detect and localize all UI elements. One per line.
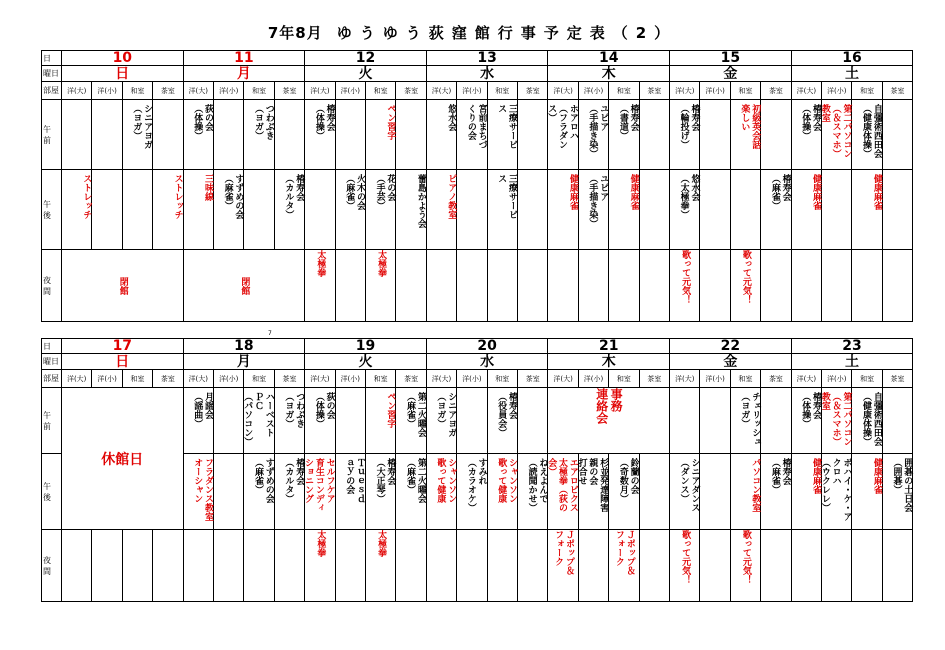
schedule-cell: 椿寿会 （麻雀） [761, 454, 791, 530]
weekday: 月 [183, 66, 305, 82]
room-header: 和室 [366, 82, 396, 100]
schedule-cell [396, 100, 426, 170]
room-header: 和室 [244, 82, 274, 100]
night-cell: Ｊポップ＆ フォーク [609, 530, 639, 602]
schedule-cell: シャンソン 歌って健康 [426, 454, 456, 530]
room-header: 洋(小) [822, 82, 852, 100]
night-cell [487, 530, 517, 602]
schedule-cell: パソコン教室 [730, 454, 760, 530]
title-name: ゆうゆう荻窪館行事予定表（2） [336, 24, 678, 42]
schedule-cell [274, 100, 304, 170]
schedule-cell: フラダンス教室 オーシャン [183, 454, 213, 530]
night-cell [822, 530, 852, 602]
room-header: 洋(大) [183, 370, 213, 388]
schedule-cell: 三療サービ ス [487, 100, 517, 170]
room-header: 和室 [852, 82, 882, 100]
schedule-cell [457, 388, 487, 454]
room-header: 洋(小) [92, 82, 122, 100]
schedule-week-2 [41, 338, 913, 602]
room-header: 茶室 [882, 370, 912, 388]
schedule-cell: 荻の会 （体操） [305, 388, 335, 454]
schedule-cell [518, 388, 548, 454]
schedule-cell: シニアダンス （ダンス） [670, 454, 700, 530]
room-header: 洋(小) [214, 82, 244, 100]
room-header: 和室 [122, 370, 152, 388]
night-cell [852, 530, 882, 602]
room-header: 洋(大) [426, 82, 456, 100]
weekday: 土 [791, 354, 913, 370]
night-cell [518, 530, 548, 602]
schedule-cell: つわぶき （ヨガ） [244, 100, 274, 170]
schedule-cell: ストレッチ [153, 170, 183, 250]
weekday: 日 [62, 66, 184, 82]
day-number: 14 [548, 51, 670, 66]
schedule-cell: ペン習字 [366, 100, 396, 170]
room-header: 洋(小) [92, 370, 122, 388]
schedule-cell [670, 388, 700, 454]
schedule-cell: エアロビクス 太極拳（荻の 会） [548, 454, 578, 530]
schedule-cell: 三療サービ ス [487, 170, 517, 250]
schedule-cell: ユピア （手描き染） [578, 100, 608, 170]
label-room: 部屋 [42, 370, 62, 388]
night-cell [122, 530, 152, 602]
schedule-cell: 椿寿会 （カルタ） [274, 170, 304, 250]
schedule-cell [882, 388, 912, 454]
night-cell [548, 250, 578, 322]
schedule-cell [700, 100, 730, 170]
schedule-cell [92, 170, 122, 250]
room-header: 洋(小) [457, 370, 487, 388]
night-cell [274, 530, 304, 602]
schedule-cell: 火木の会 （麻雀） [335, 170, 365, 250]
room-header: 洋(大) [305, 82, 335, 100]
schedule-cell [305, 170, 335, 250]
schedule-cell [122, 170, 152, 250]
weekday: 木 [548, 66, 670, 82]
night-cell [183, 530, 213, 602]
day-number: 13 [426, 51, 548, 66]
stray-mark: 7 [268, 330, 272, 337]
schedule-cell [518, 170, 548, 250]
schedule-cell: 蕾島かよう会 [396, 170, 426, 250]
weekday: 水 [426, 354, 548, 370]
schedule-cell: 第二パソコン （＆スマホ） 教室 [822, 100, 852, 170]
night-cell [92, 530, 122, 602]
schedule-cell: 第二火曜会 （麻雀） [396, 454, 426, 530]
night-cell [457, 530, 487, 602]
schedule-cell: 椿寿会 （輪投げ） [670, 100, 700, 170]
room-header: 洋(小) [578, 370, 608, 388]
room-header: 洋(大) [548, 370, 578, 388]
day-number: 19 [305, 339, 427, 354]
schedule-cell [730, 170, 760, 250]
schedule-cell [639, 454, 669, 530]
night-cell [761, 530, 791, 602]
room-header: 和室 [122, 82, 152, 100]
page-title [0, 22, 945, 43]
night-cell [214, 530, 244, 602]
schedule-cell: Ｔｕｅｓｄ ａｙの会 [335, 454, 365, 530]
day-number: 10 [62, 51, 184, 66]
schedule-cell [700, 454, 730, 530]
night-cell: 歌って元気！ [670, 530, 700, 602]
room-header: 茶室 [882, 82, 912, 100]
room-header: 洋(大) [305, 370, 335, 388]
schedule-cell: 悠水会 （太極拳） [670, 170, 700, 250]
room-header: 和室 [609, 82, 639, 100]
schedule-cell [700, 170, 730, 250]
night-cell [62, 530, 92, 602]
schedule-cell: 健康麻雀 [791, 170, 821, 250]
room-header: 茶室 [639, 370, 669, 388]
schedule-cell: シニアヨガ （ヨガ） [122, 100, 152, 170]
schedule-cell: 自彊術西田会 （健康体操） [852, 100, 882, 170]
room-header: 洋(大) [670, 82, 700, 100]
schedule-cell [335, 388, 365, 454]
schedule-cell: 健康麻雀 [852, 170, 882, 250]
schedule-cell: 椿寿会 （体操） [791, 100, 821, 170]
schedule-cell: ボハイ・ケ・ア クロハ （ウクレレ） [822, 454, 852, 530]
label-night: 夜 間 [42, 530, 62, 602]
room-header: 茶室 [274, 82, 304, 100]
schedule-cell: 健康麻雀 [791, 454, 821, 530]
night-cell [244, 530, 274, 602]
label-pm: 午 後 [42, 454, 62, 530]
night-cell: 閉館 [183, 250, 305, 322]
night-cell [396, 250, 426, 322]
room-header: 洋(小) [700, 370, 730, 388]
schedule-cell [882, 170, 912, 250]
schedule-cell: ユピア （手描き染） [578, 170, 608, 250]
room-header: 洋(大) [62, 370, 92, 388]
room-header: 茶室 [761, 370, 791, 388]
night-cell [426, 530, 456, 602]
schedule-cell: すみれ （カラオケ） [457, 454, 487, 530]
weekday: 金 [670, 354, 792, 370]
schedule-cell: ねえよんで （読聞かせ） [518, 454, 548, 530]
room-header: 洋(小) [578, 82, 608, 100]
title-month: 7年8月 [267, 24, 323, 42]
schedule-cell [153, 100, 183, 170]
schedule-cell: 荻の会 （体操） [183, 100, 213, 170]
night-cell [852, 250, 882, 322]
schedule-cell: シャンソン 歌って健康 [487, 454, 517, 530]
night-cell [396, 530, 426, 602]
day-number: 12 [305, 51, 427, 66]
schedule-cell: 椿寿会 （カルタ） [274, 454, 304, 530]
night-cell [153, 530, 183, 602]
weekday: 金 [670, 66, 792, 82]
room-header: 和室 [487, 370, 517, 388]
schedule-cell: ホアロハ （フラダン ス） [548, 100, 578, 170]
schedule-cell: 椿寿会 （大正琴） [366, 454, 396, 530]
schedule-cell [822, 170, 852, 250]
schedule-cell: 事務 連絡会 [548, 388, 670, 454]
day-number: 15 [670, 51, 792, 66]
schedule-cell: 月謡会 （謡曲） [183, 388, 213, 454]
night-cell: 歌って元気！ [730, 530, 760, 602]
night-cell [700, 530, 730, 602]
night-cell [457, 250, 487, 322]
room-header: 洋(大) [791, 82, 821, 100]
label-room: 部屋 [42, 82, 62, 100]
schedule-cell [335, 100, 365, 170]
schedule-cell [214, 388, 244, 454]
night-cell [882, 530, 912, 602]
weekday: 木 [548, 354, 670, 370]
room-header: 茶室 [761, 82, 791, 100]
schedule-cell [62, 100, 92, 170]
schedule-cell [214, 100, 244, 170]
schedule-cell: 悠水会 [426, 100, 456, 170]
room-header: 茶室 [396, 82, 426, 100]
room-header: 洋(大) [548, 82, 578, 100]
schedule-cell [518, 100, 548, 170]
room-header: 茶室 [153, 82, 183, 100]
weekday: 土 [791, 66, 913, 82]
schedule-cell [882, 100, 912, 170]
schedule-cell [92, 100, 122, 170]
schedule-cell: 囲碁の土日会 （囲碁） [882, 454, 912, 530]
night-cell [578, 250, 608, 322]
label-weekday: 曜日 [42, 66, 62, 82]
schedule-cell: すずめの会 （麻雀） [214, 170, 244, 250]
schedule-cell: ペン習字 [366, 388, 396, 454]
schedule-cell [761, 388, 791, 454]
room-header: 茶室 [153, 370, 183, 388]
day-number: 22 [670, 339, 792, 354]
schedule-cell: シニアヨガ （ヨガ） [426, 388, 456, 454]
room-header: 和室 [609, 370, 639, 388]
label-night: 夜 間 [42, 250, 62, 322]
schedule-cell: 椿寿会 （役員会） [487, 388, 517, 454]
night-cell: 太極拳 [366, 530, 396, 602]
night-cell [639, 250, 669, 322]
room-header: 洋(大) [426, 370, 456, 388]
weekday: 火 [305, 354, 427, 370]
schedule-cell: 椿寿会 （書道） [609, 100, 639, 170]
schedule-cell: チェリッシュ （ヨガ） [730, 388, 760, 454]
room-header: 茶室 [274, 370, 304, 388]
schedule-cell: 自彊術西田会 （健康体操） [852, 388, 882, 454]
day-number: 17 [62, 339, 184, 354]
schedule-cell: 椿寿会 （麻雀） [761, 170, 791, 250]
night-cell [609, 250, 639, 322]
label-pm: 午 後 [42, 170, 62, 250]
night-cell [882, 250, 912, 322]
schedule-cell: つわぶき （ヨガ） [274, 388, 304, 454]
label-am: 午 前 [42, 388, 62, 454]
schedule-cell [457, 170, 487, 250]
weekday: 火 [305, 66, 427, 82]
schedule-week-1 [41, 50, 913, 322]
night-cell: 太極拳 [305, 250, 335, 322]
schedule-cell: 健康麻雀 [548, 170, 578, 250]
schedule-cell: 初級英会話 楽しい [730, 100, 760, 170]
closed-day-label: 休館日 [62, 388, 184, 530]
night-cell [578, 530, 608, 602]
night-cell [639, 530, 669, 602]
night-cell [761, 250, 791, 322]
schedule-cell [214, 454, 244, 530]
night-cell: 閉館 [62, 250, 184, 322]
schedule-cell: 杉並発達障害 親の会 打合せ [578, 454, 608, 530]
night-cell: 歌って元気！ [670, 250, 700, 322]
schedule-cell: ハーベスト ＰＣ （パソコン） [244, 388, 274, 454]
schedule-cell: ストレッチ [62, 170, 92, 250]
night-cell: 太極拳 [366, 250, 396, 322]
weekday: 月 [183, 354, 305, 370]
schedule-cell [639, 100, 669, 170]
room-header: 洋(小) [700, 82, 730, 100]
schedule-cell [639, 170, 669, 250]
room-header: 洋(小) [335, 370, 365, 388]
schedule-cell: 椿寿会 （体操） [791, 388, 821, 454]
schedule-cell: 鈴蘭の会 （奇数月） [609, 454, 639, 530]
room-header: 茶室 [518, 370, 548, 388]
night-cell [822, 250, 852, 322]
night-cell [426, 250, 456, 322]
night-cell: 歌って元気！ [730, 250, 760, 322]
night-cell: 太極拳 [305, 530, 335, 602]
room-header: 洋(大) [183, 82, 213, 100]
room-header: 茶室 [639, 82, 669, 100]
schedule-cell: 第二パソコン （＆スマホ） 教室 [822, 388, 852, 454]
room-header: 和室 [852, 370, 882, 388]
schedule-cell [761, 100, 791, 170]
night-cell [335, 530, 365, 602]
day-number: 16 [791, 51, 913, 66]
weekday: 水 [426, 66, 548, 82]
room-header: 洋(小) [335, 82, 365, 100]
day-number: 23 [791, 339, 913, 354]
day-number: 18 [183, 339, 305, 354]
schedule-cell: 花の会 （手芸） [366, 170, 396, 250]
schedule-cell: 第二火曜会 （麻雀） [396, 388, 426, 454]
schedule-cell: ピアノ教室 [426, 170, 456, 250]
schedule-cell: 三味線 [183, 170, 213, 250]
night-cell [335, 250, 365, 322]
label-day: 日 [42, 339, 62, 354]
label-day: 日 [42, 51, 62, 66]
schedule-cell: 健康麻雀 [609, 170, 639, 250]
room-header: 茶室 [396, 370, 426, 388]
schedule-cell: 宮前まちづ くりの会 [457, 100, 487, 170]
room-header: 洋(大) [791, 370, 821, 388]
room-header: 茶室 [518, 82, 548, 100]
schedule-cell [700, 388, 730, 454]
room-header: 洋(大) [62, 82, 92, 100]
night-cell [791, 530, 821, 602]
night-cell [487, 250, 517, 322]
room-header: 和室 [487, 82, 517, 100]
room-header: 洋(大) [670, 370, 700, 388]
label-am: 午 前 [42, 100, 62, 170]
room-header: 和室 [730, 370, 760, 388]
schedule-cell: 健康麻雀 [852, 454, 882, 530]
night-cell [700, 250, 730, 322]
room-header: 和室 [244, 370, 274, 388]
room-header: 和室 [366, 370, 396, 388]
label-weekday: 曜日 [42, 354, 62, 370]
schedule-cell: 椿寿会 （体操） [305, 100, 335, 170]
schedule-cell: セルフケア 育生コンディ ショニング [305, 454, 335, 530]
night-cell [518, 250, 548, 322]
day-number: 11 [183, 51, 305, 66]
room-header: 和室 [730, 82, 760, 100]
room-header: 洋(小) [457, 82, 487, 100]
schedule-cell: すずめの会 （麻雀） [244, 454, 274, 530]
schedule-cell [244, 170, 274, 250]
night-cell: Ｊポップ＆ フォーク [548, 530, 578, 602]
weekday: 日 [62, 354, 184, 370]
day-number: 21 [548, 339, 670, 354]
room-header: 洋(小) [822, 370, 852, 388]
night-cell [791, 250, 821, 322]
room-header: 洋(小) [214, 370, 244, 388]
day-number: 20 [426, 339, 548, 354]
